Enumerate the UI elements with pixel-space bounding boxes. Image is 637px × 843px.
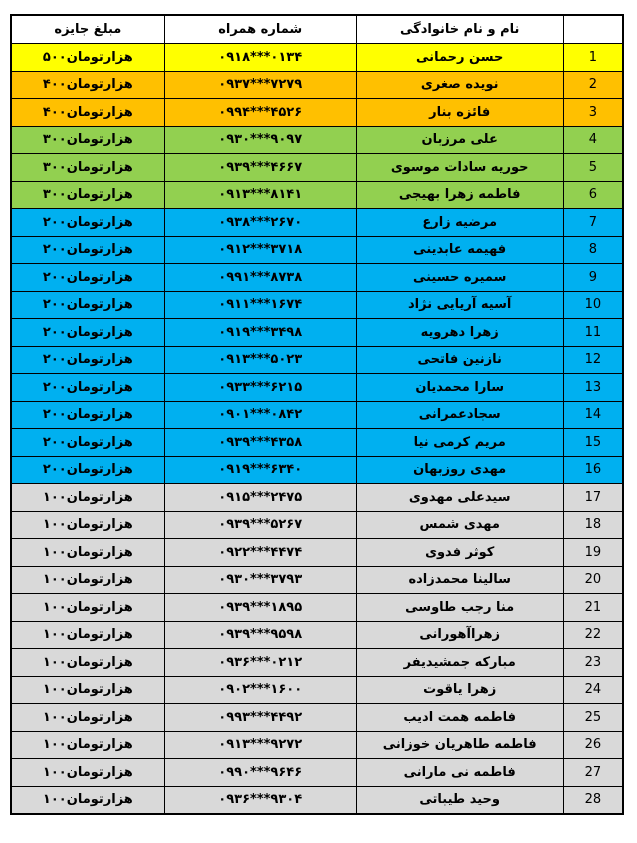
prize-amount-cell: ۲۰۰هزارتومان	[11, 319, 164, 347]
full-name-cell: فاطمه همت ادیب	[356, 704, 563, 732]
row-number-cell: 20	[563, 566, 623, 594]
table-row	[11, 621, 623, 649]
table-row	[11, 704, 623, 732]
prize-amount-cell: ۲۰۰هزارتومان	[11, 236, 164, 264]
row-number-cell: 21	[563, 594, 623, 622]
full-name-cell: حوریه سادات موسوی	[356, 154, 563, 182]
prize-amount-cell: ۲۰۰هزارتومان	[11, 346, 164, 374]
full-name-cell: مریم کرمی نیا	[356, 429, 563, 457]
phone-number-cell: ۰۹۱۳***۹۲۷۲	[164, 731, 356, 759]
full-name-cell: فاطمه طاهریان خوزانی	[356, 731, 563, 759]
table-row	[11, 346, 623, 374]
phone-number-cell: ۰۹۳۸***۲۶۷۰	[164, 209, 356, 237]
phone-number-cell: ۰۹۳۰***۹۰۹۷	[164, 126, 356, 154]
full-name-cell: سجادعمرانی	[356, 401, 563, 429]
phone-number-cell: ۰۹۱۱***۱۶۷۴	[164, 291, 356, 319]
phone-number-cell: ۰۹۳۳***۶۲۱۵	[164, 374, 356, 402]
phone-number-cell: ۰۹۲۲***۴۴۷۴	[164, 539, 356, 567]
row-number-cell: 19	[563, 539, 623, 567]
prize-amount-cell: ۲۰۰هزارتومان	[11, 291, 164, 319]
row-number-cell: 12	[563, 346, 623, 374]
table-row	[11, 649, 623, 677]
full-name-cell: سیدعلی مهدوی	[356, 484, 563, 512]
row-number-cell: 22	[563, 621, 623, 649]
row-number-cell: 25	[563, 704, 623, 732]
table-row	[11, 99, 623, 127]
row-number-cell: 1	[563, 44, 623, 72]
phone-number-cell: ۰۹۹۰***۹۶۴۶	[164, 759, 356, 787]
full-name-cell: زهراآهورانی	[356, 621, 563, 649]
prize-amount-cell: ۳۰۰هزارتومان	[11, 181, 164, 209]
row-number-cell: 13	[563, 374, 623, 402]
full-name-cell: سالینا محمدزاده	[356, 566, 563, 594]
phone-number-cell: ۰۹۳۶***۹۳۰۴	[164, 786, 356, 814]
phone-number-cell: ۰۹۱۹***۳۴۹۸	[164, 319, 356, 347]
phone-number-cell: ۰۹۳۹***۴۳۵۸	[164, 429, 356, 457]
full-name-cell: آسیه آریایی نژاد	[356, 291, 563, 319]
prize-amount-cell: ۱۰۰هزارتومان	[11, 621, 164, 649]
phone-number-cell: ۰۹۳۹***۱۸۹۵	[164, 594, 356, 622]
row-number-cell: 5	[563, 154, 623, 182]
table-row	[11, 429, 623, 457]
prize-amount-cell: ۴۰۰هزارتومان	[11, 71, 164, 99]
row-number-cell: 23	[563, 649, 623, 677]
phone-number-cell: ۰۹۱۳***۵۰۲۳	[164, 346, 356, 374]
table-row	[11, 511, 623, 539]
prize-amount-cell: ۲۰۰هزارتومان	[11, 374, 164, 402]
row-number-cell: 7	[563, 209, 623, 237]
prize-amount-cell: ۴۰۰هزارتومان	[11, 99, 164, 127]
table-row	[11, 209, 623, 237]
prize-amount-cell: ۱۰۰هزارتومان	[11, 484, 164, 512]
table-row	[11, 374, 623, 402]
phone-number-cell: ۰۹۰۲***۱۶۰۰	[164, 676, 356, 704]
prize-amount-cell: ۲۰۰هزارتومان	[11, 264, 164, 292]
row-number-cell: 24	[563, 676, 623, 704]
prize-amount-cell: ۱۰۰هزارتومان	[11, 731, 164, 759]
full-name-cell: حسن رحمانی	[356, 44, 563, 72]
row-number-cell: 18	[563, 511, 623, 539]
full-name-cell: منا رجب طاوسی	[356, 594, 563, 622]
prize-amount-cell: ۱۰۰هزارتومان	[11, 511, 164, 539]
table-row	[11, 181, 623, 209]
phone-number-cell: ۰۹۱۲***۳۷۱۸	[164, 236, 356, 264]
table-row	[11, 154, 623, 182]
table-row	[11, 456, 623, 484]
table-row	[11, 759, 623, 787]
row-number-cell: 16	[563, 456, 623, 484]
phone-number-cell: ۰۹۳۰***۳۷۹۳	[164, 566, 356, 594]
prize-amount-cell: ۳۰۰هزارتومان	[11, 154, 164, 182]
prize-amount-cell: ۱۰۰هزارتومان	[11, 676, 164, 704]
row-number-cell: 26	[563, 731, 623, 759]
prize-amount-cell: ۲۰۰هزارتومان	[11, 401, 164, 429]
table-row	[11, 786, 623, 814]
phone-number-cell: ۰۹۰۱***۰۸۴۲	[164, 401, 356, 429]
full-name-cell: علی مرزبان	[356, 126, 563, 154]
phone-number-cell: ۰۹۱۹***۶۳۴۰	[164, 456, 356, 484]
table-row	[11, 539, 623, 567]
prize-amount-cell: ۱۰۰هزارتومان	[11, 704, 164, 732]
full-name-cell: مبارکه جمشیدیفر	[356, 649, 563, 677]
table-row	[11, 126, 623, 154]
phone-number-cell: ۰۹۳۹***۴۶۶۷	[164, 154, 356, 182]
header-amount: مبلغ جایزه	[11, 15, 164, 44]
table-row	[11, 236, 623, 264]
table-row	[11, 731, 623, 759]
prize-amount-cell: ۱۰۰هزارتومان	[11, 566, 164, 594]
table-row	[11, 319, 623, 347]
prize-amount-cell: ۱۰۰هزارتومان	[11, 539, 164, 567]
full-name-cell: سمیره حسینی	[356, 264, 563, 292]
row-number-cell: 27	[563, 759, 623, 787]
full-name-cell: فائزه بنار	[356, 99, 563, 127]
full-name-cell: وحید طیباتی	[356, 786, 563, 814]
row-number-cell: 10	[563, 291, 623, 319]
header-row	[11, 15, 623, 44]
table-row	[11, 71, 623, 99]
full-name-cell: فهیمه عابدینی	[356, 236, 563, 264]
full-name-cell: زهرا دهرویه	[356, 319, 563, 347]
full-name-cell: مرضیه زارع	[356, 209, 563, 237]
table-row	[11, 594, 623, 622]
full-name-cell: مهدی روزبهان	[356, 456, 563, 484]
row-number-cell: 28	[563, 786, 623, 814]
prize-amount-cell: ۱۰۰هزارتومان	[11, 786, 164, 814]
phone-number-cell: ۰۹۳۷***۷۲۷۹	[164, 71, 356, 99]
full-name-cell: نویده صغری	[356, 71, 563, 99]
phone-number-cell: ۰۹۳۶***۰۲۱۲	[164, 649, 356, 677]
phone-number-cell: ۰۹۹۳***۴۴۹۲	[164, 704, 356, 732]
row-number-cell: 9	[563, 264, 623, 292]
header-name: نام و نام خانوادگی	[356, 15, 563, 44]
row-number-cell: 17	[563, 484, 623, 512]
phone-number-cell: ۰۹۳۹***۹۵۹۸	[164, 621, 356, 649]
full-name-cell: سارا محمدیان	[356, 374, 563, 402]
table-row	[11, 484, 623, 512]
full-name-cell: مهدی شمس	[356, 511, 563, 539]
prize-amount-cell: ۲۰۰هزارتومان	[11, 456, 164, 484]
row-number-cell: 4	[563, 126, 623, 154]
phone-number-cell: ۰۹۹۴***۴۵۲۶	[164, 99, 356, 127]
full-name-cell: فاطمه نی مارانی	[356, 759, 563, 787]
table-row	[11, 264, 623, 292]
row-number-cell: 14	[563, 401, 623, 429]
prize-amount-cell: ۲۰۰هزارتومان	[11, 429, 164, 457]
row-number-cell: 8	[563, 236, 623, 264]
full-name-cell: کوثر فدوی	[356, 539, 563, 567]
prize-amount-cell: ۱۰۰هزارتومان	[11, 649, 164, 677]
table-row	[11, 291, 623, 319]
full-name-cell: نازنین فاتحی	[356, 346, 563, 374]
full-name-cell: فاطمه زهرا بهیجی	[356, 181, 563, 209]
prize-amount-cell: ۲۰۰هزارتومان	[11, 209, 164, 237]
table-row	[11, 401, 623, 429]
full-name-cell: زهرا یاقوت	[356, 676, 563, 704]
table-row	[11, 566, 623, 594]
header-index	[563, 15, 623, 44]
header-phone: شماره همراه	[164, 15, 356, 44]
prize-amount-cell: ۵۰۰هزارتومان	[11, 44, 164, 72]
prize-amount-cell: ۱۰۰هزارتومان	[11, 594, 164, 622]
phone-number-cell: ۰۹۹۱***۸۷۳۸	[164, 264, 356, 292]
table-row	[11, 44, 623, 72]
prize-amount-cell: ۱۰۰هزارتومان	[11, 759, 164, 787]
row-number-cell: 11	[563, 319, 623, 347]
row-number-cell: 6	[563, 181, 623, 209]
winners-table	[10, 14, 624, 815]
prize-amount-cell: ۳۰۰هزارتومان	[11, 126, 164, 154]
row-number-cell: 2	[563, 71, 623, 99]
phone-number-cell: ۰۹۱۳***۸۱۴۱	[164, 181, 356, 209]
phone-number-cell: ۰۹۳۹***۵۲۶۷	[164, 511, 356, 539]
row-number-cell: 3	[563, 99, 623, 127]
table-row	[11, 676, 623, 704]
row-number-cell: 15	[563, 429, 623, 457]
phone-number-cell: ۰۹۱۵***۲۴۷۵	[164, 484, 356, 512]
phone-number-cell: ۰۹۱۸***۰۱۳۴	[164, 44, 356, 72]
